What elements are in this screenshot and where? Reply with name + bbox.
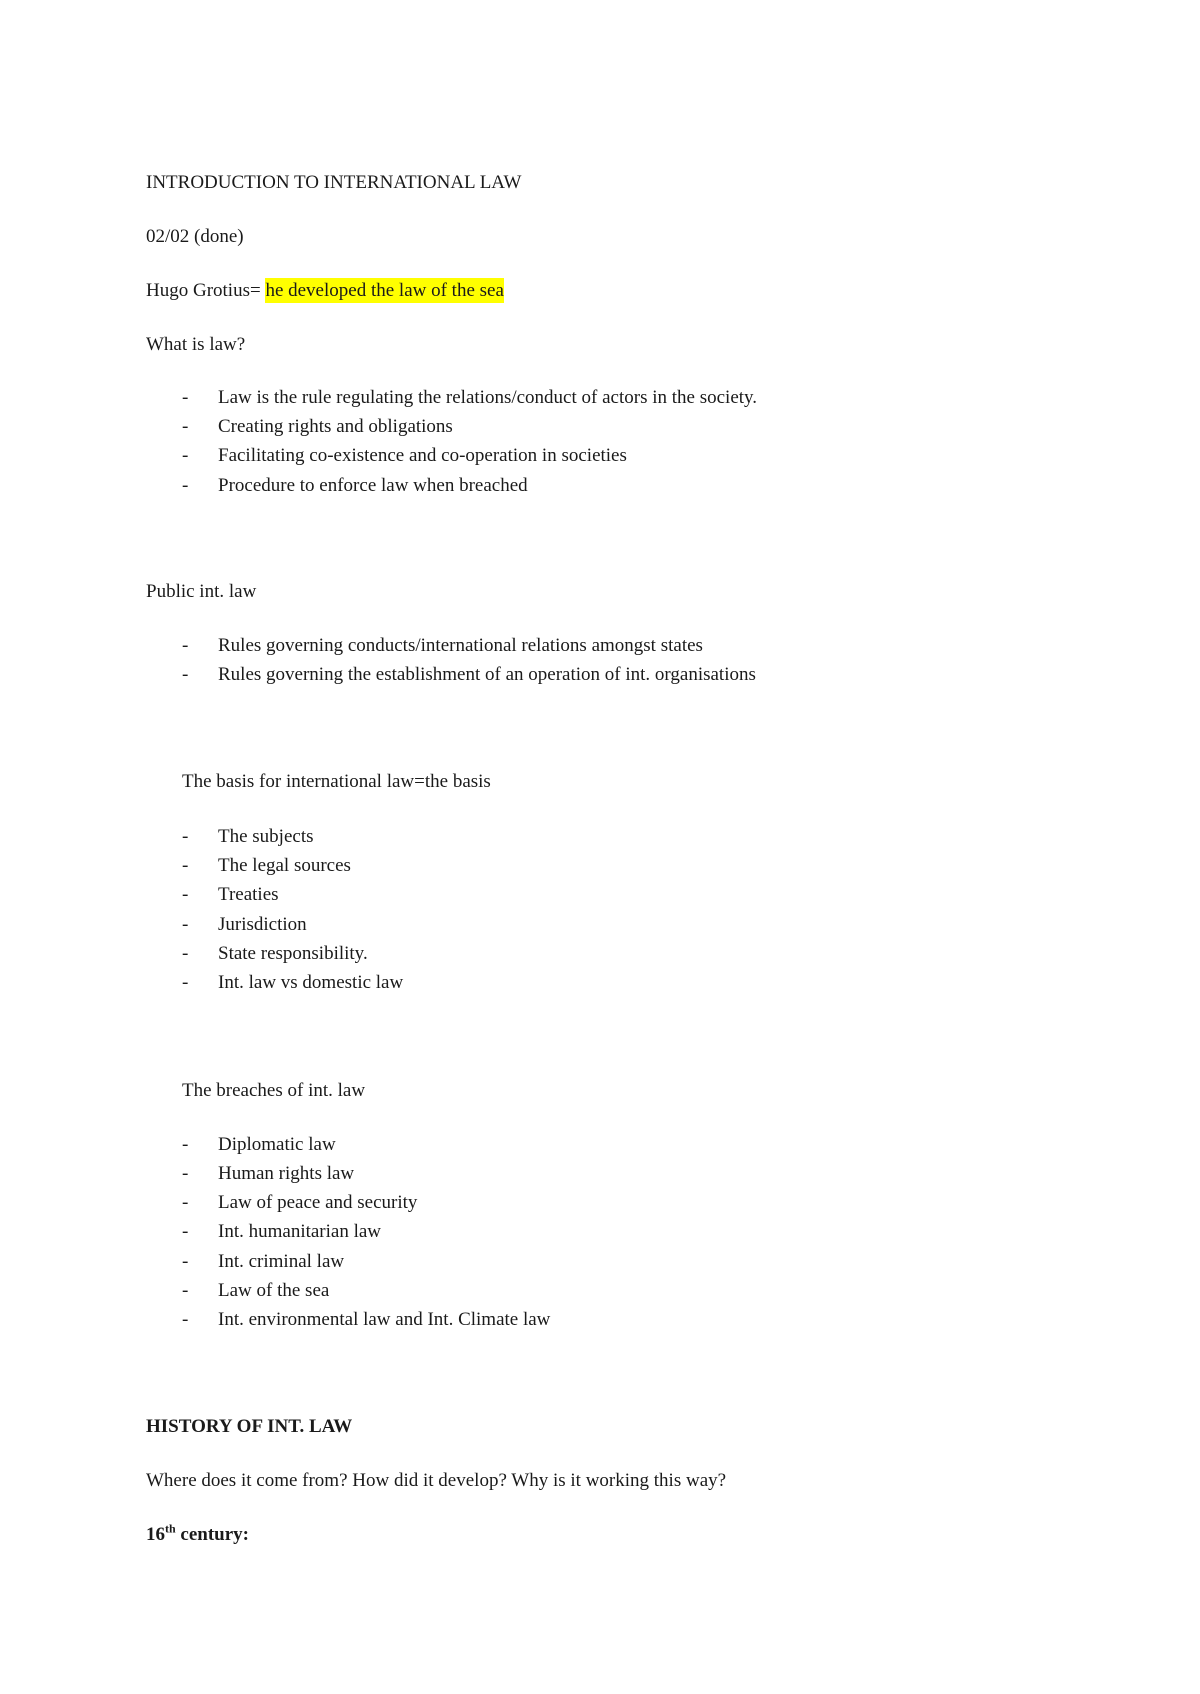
grotius-line [146, 279, 504, 303]
bullet-dash: - [182, 884, 189, 905]
list-item [182, 474, 528, 498]
list-item-text: Rules governing conducts/international relations amongst states [218, 635, 703, 656]
bullet-dash: - [182, 416, 189, 437]
list-item-text: The legal sources [218, 855, 351, 876]
list-item-text: Human rights law [218, 1163, 355, 1184]
list-item-text: Rules governing the establishment of an operation of int. organisations [218, 664, 756, 685]
list-item-text: Law is the rule regulating the relations/conduct of actors in the society. [218, 387, 758, 408]
bullet-dash: - [182, 1251, 189, 1272]
bullet-dash: - [182, 445, 189, 466]
list-item [182, 1308, 550, 1332]
list-item [182, 1162, 354, 1186]
list-item [182, 1133, 336, 1157]
public-int-law-heading: Public int. law [146, 581, 257, 602]
list-item-text: The subjects [218, 826, 314, 847]
list-item-text: Law of peace and security [218, 1192, 418, 1213]
list-item [182, 1220, 381, 1244]
list-item-text: Int. criminal law [218, 1251, 345, 1272]
bullet-dash: - [182, 972, 189, 993]
bullet-dash: - [182, 635, 189, 656]
bullet-dash: - [182, 387, 189, 408]
list-item [182, 913, 307, 937]
bullet-dash: - [182, 1309, 189, 1330]
list-item [182, 386, 757, 410]
century-label: century: [175, 1524, 250, 1545]
history-question: Where does it come from? How did it develop? Why is it working this way? [146, 1470, 727, 1491]
list-item [182, 1191, 417, 1215]
list-item-text: Treaties [218, 884, 279, 905]
bullet-dash: - [182, 475, 189, 496]
list-item-text: Procedure to enforce law when breached [218, 475, 528, 496]
grotius-highlight: he developed the law of the sea [265, 280, 504, 301]
list-item-text: Int. humanitarian law [218, 1221, 382, 1242]
grotius-prefix: Hugo Grotius= [146, 280, 266, 301]
breaches-heading: The breaches of int. law [182, 1080, 366, 1101]
history-heading: HISTORY OF INT. LAW [146, 1416, 353, 1437]
bullet-dash: - [182, 914, 189, 935]
list-item-text: Facilitating co-existence and co-operation in societies [218, 445, 627, 466]
bullet-dash: - [182, 1163, 189, 1184]
list-item-text: State responsibility. [218, 943, 368, 964]
list-item [182, 971, 403, 995]
list-item [182, 825, 314, 849]
list-item [182, 444, 627, 468]
century-number: 16 [146, 1524, 165, 1545]
bullet-dash: - [182, 1134, 189, 1155]
bullet-dash: - [182, 1221, 189, 1242]
list-item [182, 1279, 329, 1303]
basis-heading: The basis for international law=the basis [182, 771, 491, 792]
century-heading [146, 1523, 249, 1547]
list-item-text: Creating rights and obligations [218, 416, 453, 437]
list-item [182, 415, 453, 439]
what-is-law-heading: What is law? [146, 334, 246, 355]
list-item [182, 854, 351, 878]
list-item-text: Int. environmental law and Int. Climate law [218, 1309, 551, 1330]
list-item-text: Int. law vs domestic law [218, 972, 404, 993]
bullet-dash: - [182, 1280, 189, 1301]
list-item [182, 1250, 344, 1274]
century-superscript: th [165, 1521, 176, 1536]
bullet-dash: - [182, 1192, 189, 1213]
list-item [182, 883, 279, 907]
bullet-dash: - [182, 855, 189, 876]
list-item-text: Diplomatic law [218, 1134, 336, 1155]
list-item-text: Law of the sea [218, 1280, 330, 1301]
list-item [182, 663, 756, 687]
bullet-dash: - [182, 943, 189, 964]
list-item [182, 634, 703, 658]
bullet-dash: - [182, 826, 189, 847]
document-title: INTRODUCTION TO INTERNATIONAL LAW [146, 172, 522, 193]
list-item-text: Jurisdiction [218, 914, 307, 935]
bullet-dash: - [182, 664, 189, 685]
date-line: 02/02 (done) [146, 226, 244, 247]
list-item [182, 942, 368, 966]
